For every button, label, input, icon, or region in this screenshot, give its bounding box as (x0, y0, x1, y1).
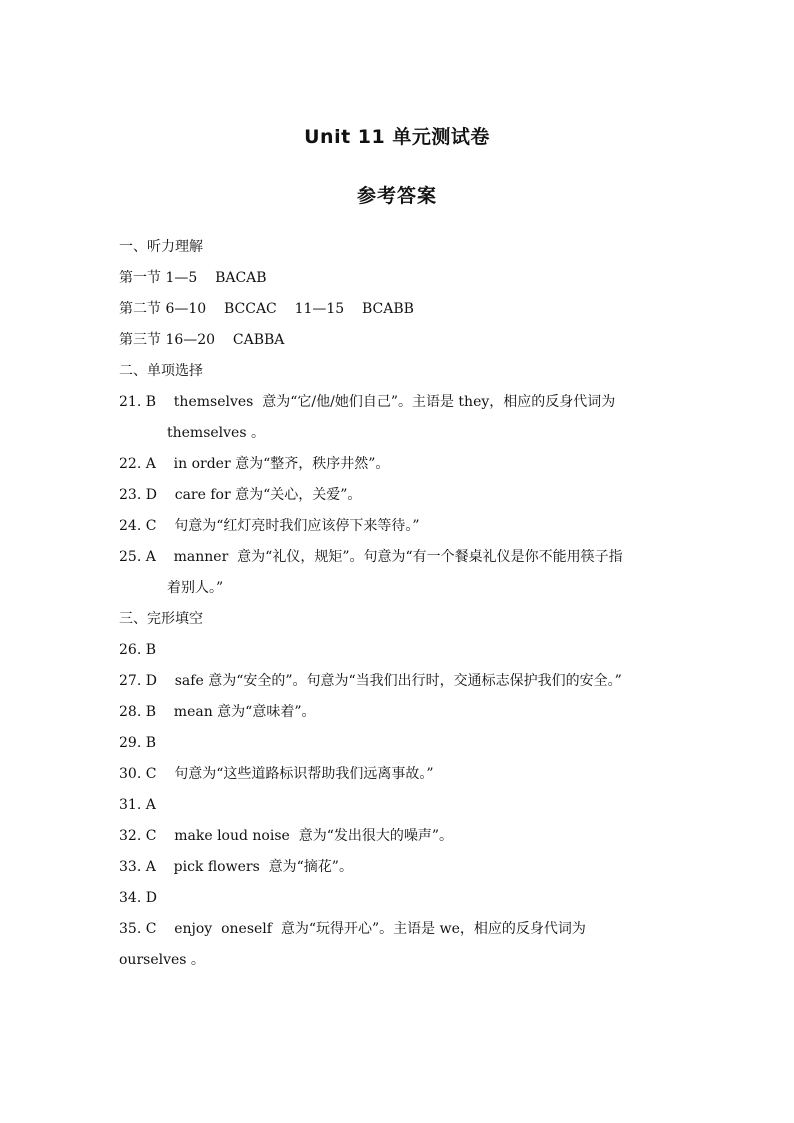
answer-content (119, 233, 719, 977)
answer-line-part3: 第三节 16—20 CABBA (119, 332, 285, 348)
section-heading-listening: 一、听力理解 (119, 239, 203, 255)
answer-line-31: 31. A (119, 797, 156, 813)
answer-line-28: 28. B mean 意为“意味着”。 (119, 704, 316, 720)
document-title: Unit 11 单元测试卷 (304, 126, 490, 148)
answer-line-part2: 第二节 6—10 BCCAC 11—15 BCABB (119, 301, 414, 317)
answer-line-35-cont: ourselves 。 (119, 952, 205, 968)
answer-line-23: 23. D care for 意为“关心，关爱”。 (119, 487, 362, 503)
section-heading-single-choice: 二、单项选择 (119, 363, 203, 379)
answer-line-25: 25. A manner 意为“礼仪，规矩”。句意为“有一个餐桌礼仪是你不能用筷子指 (119, 549, 623, 565)
answer-line-30: 30. C 句意为“这些道路标识帮助我们远离事故。” (119, 766, 434, 782)
answer-line-34: 34. D (119, 890, 157, 906)
answer-line-21: 21. B themselves 意为“它/他/她们自己”。主语是 they，相应的反身代词为 (119, 394, 616, 410)
section-heading-cloze: 三、完形填空 (119, 611, 203, 627)
answer-line-21-cont: themselves 。 (167, 425, 265, 441)
answer-line-26: 26. B (119, 642, 157, 658)
answer-line-29: 29. B (119, 735, 157, 751)
document-subtitle: 参考答案 (356, 185, 437, 207)
answer-line-27: 27. D safe 意为“安全的”。句意为“当我们出行时，交通标志保护我们的安全。” (119, 673, 622, 689)
answer-line-part1: 第一节 1—5 BACAB (119, 270, 267, 286)
answer-line-22: 22. A in order 意为“整齐，秩序井然”。 (119, 456, 390, 472)
answer-line-35: 35. C enjoy oneself 意为“玩得开心”。主语是 we，相应的反身代词为 (119, 921, 586, 937)
answer-line-24: 24. C 句意为“红灯亮时我们应该停下来等待。” (119, 518, 420, 534)
answer-line-32: 32. C make loud noise 意为“发出很大的噪声”。 (119, 828, 454, 844)
answer-line-25-cont: 着别人。” (167, 580, 224, 596)
answer-line-33: 33. A pick flowers 意为“摘花”。 (119, 859, 353, 875)
